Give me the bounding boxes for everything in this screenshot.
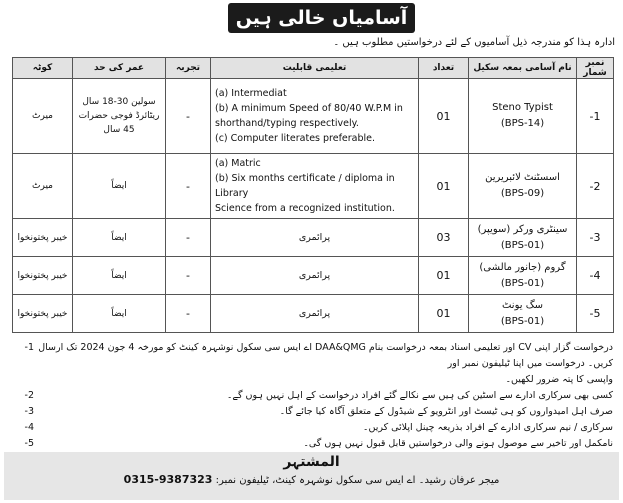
education-line: (a) Intermediat [215,88,287,99]
vacancies-table [12,57,614,333]
note-text: کسی بھی سرکاری ادارے سے اسٹین کی ہیں سے نکالے گئے افراد درخواست کے اہل نہیں ہوں گے۔ [226,390,613,401]
cell-education [211,257,419,295]
age-line: ایضاً [111,181,127,191]
cell-age [73,295,166,333]
header-count: تعداد [419,58,469,79]
advertiser-footer [4,452,619,500]
cell-post [469,257,577,295]
cell-education [211,79,419,154]
cell-experience: - [166,79,211,154]
cell-education [211,219,419,257]
cell-quota: میرٹ [13,154,73,219]
cell-count: 01 [419,257,469,295]
note-text: واپسی کا پتہ ضرور لکھیں۔ [505,374,613,385]
note-text: درخواست گزار اپنی CV اور تعلیمی اسناد بمعہ درخواست بنام DAA&QMG اے ایس سی سکول نوشہرہ کینٹ کو مورخہ 4 جون 2024 تک ارسال کریں۔ درخواست میں اپنا ٹیلیفون نمبر اور [38,342,613,369]
advertiser-heading: المشتہر [283,454,340,470]
contact-text: میجر عرفان رشید۔ اے ایس سی سکول نوشہرہ کینٹ، ٹیلیفون نمبر: [215,475,500,486]
post-bps: (BPS-01) [500,315,545,327]
cell-experience: - [166,219,211,257]
cell-post [469,295,577,333]
age-line: ایضاً [111,270,127,281]
note-item [12,404,613,420]
note-item [12,372,613,388]
education-line: (b) Six months certificate / diploma in Library [215,173,395,199]
post-name: اسسٹنٹ لائبریرین [485,172,560,183]
cell-count: 01 [419,295,469,333]
table-header-row [13,58,614,79]
post-bps: (BPS-01) [500,239,545,251]
table-row [13,79,614,154]
education-line: پرائمری [298,270,331,281]
header-serial: نمبر شمار [577,58,614,79]
cell-quota: خیبر پختونخوا [13,295,73,333]
table-row [13,154,614,219]
cell-age [73,219,166,257]
cell-age [73,79,166,154]
post-bps: (BPS-14) [500,118,545,129]
education-line: (c) Computer literates preferable. [215,133,376,144]
post-name: گروم (جانور مالشی) [479,261,566,273]
cell-age [73,154,166,219]
note-number: -5 [24,438,34,449]
cell-quota: خیبر پختونخوا [13,257,73,295]
contact-line [4,473,619,486]
cell-count: 01 [419,79,469,154]
note-text: نامکمل اور تاخیر سے موصول ہونے والی درخواستیں قابل قبول نہیں ہوں گی۔ [303,438,613,449]
cell-experience: - [166,295,211,333]
table-row [13,219,614,257]
cell-experience: - [166,257,211,295]
age-line: ریٹائرڈ فوجی حضرات 45 سال [78,111,160,135]
education-line: Science from a recognized institution. [215,203,395,214]
note-number: -4 [24,422,34,433]
education-line: پرائمری [298,232,331,243]
cell-education [211,154,419,219]
age-line: ایضاً [111,308,127,319]
post-bps: (BPS-09) [500,188,545,199]
education-line: (b) A minimum Speed of 80/40 W.P.M in [215,103,403,114]
header-experience: تجربہ [166,58,211,79]
header-age: عمر کی حد [73,58,166,79]
cell-post [469,154,577,219]
table-row [13,257,614,295]
cell-education [211,295,419,333]
cell-age [73,257,166,295]
education-line: shorthand/typing respectively. [215,118,359,129]
age-line: ایضاً [111,232,127,243]
header-education: تعلیمی قابلیت [211,58,419,79]
post-name: سگ یونٹ [501,299,544,311]
education-line: پرائمری [298,308,331,319]
note-item [12,340,613,372]
note-number [12,372,34,388]
header-quota: کوٹہ [13,58,73,79]
cell-count: 01 [419,154,469,219]
cell-serial: -1 [577,79,614,154]
note-number: -1 [24,342,34,353]
note-number: -3 [24,406,34,417]
age-line: سولین 30-18 سال [82,97,156,107]
cell-serial: -5 [577,295,614,333]
post-name: Steno Typist [492,102,553,113]
header-post: نام آسامی بمعہ سکیل [469,58,577,79]
page-title: آسامیاں خالی ہیں [228,3,415,33]
note-item [12,436,613,452]
note-text: صرف اہل امیدواروں کو ہی ٹیسٹ اور انٹرویو کے شیڈول کے متعلق آگاہ کیا جائے گا۔ [279,406,613,417]
cell-quota: میرٹ [13,79,73,154]
cell-experience: - [166,154,211,219]
note-number: -2 [24,390,34,401]
cell-serial: -2 [577,154,614,219]
cell-post [469,219,577,257]
cell-serial: -3 [577,219,614,257]
cell-count: 03 [419,219,469,257]
cell-serial: -4 [577,257,614,295]
cell-post [469,79,577,154]
intro-text: ادارہ ہذا کو مندرجہ ذیل آسامیوں کے لئے درخواستیں مطلوب ہیں ۔ [333,37,615,48]
post-bps: (BPS-01) [500,277,545,289]
note-item [12,388,613,404]
note-text: سرکاری / نیم سرکاری ادارے کے افراد بذریعہ چینل اپلائی کریں۔ [362,422,613,433]
education-line: (a) Matric [215,158,261,169]
table-row [13,295,614,333]
phone-number: 0315-9387323 [123,473,213,486]
post-name: سینٹری ورکر (سویپر) [477,223,568,235]
cell-quota: خیبر پختونخوا [13,219,73,257]
notes-list [12,340,613,452]
note-item [12,420,613,436]
